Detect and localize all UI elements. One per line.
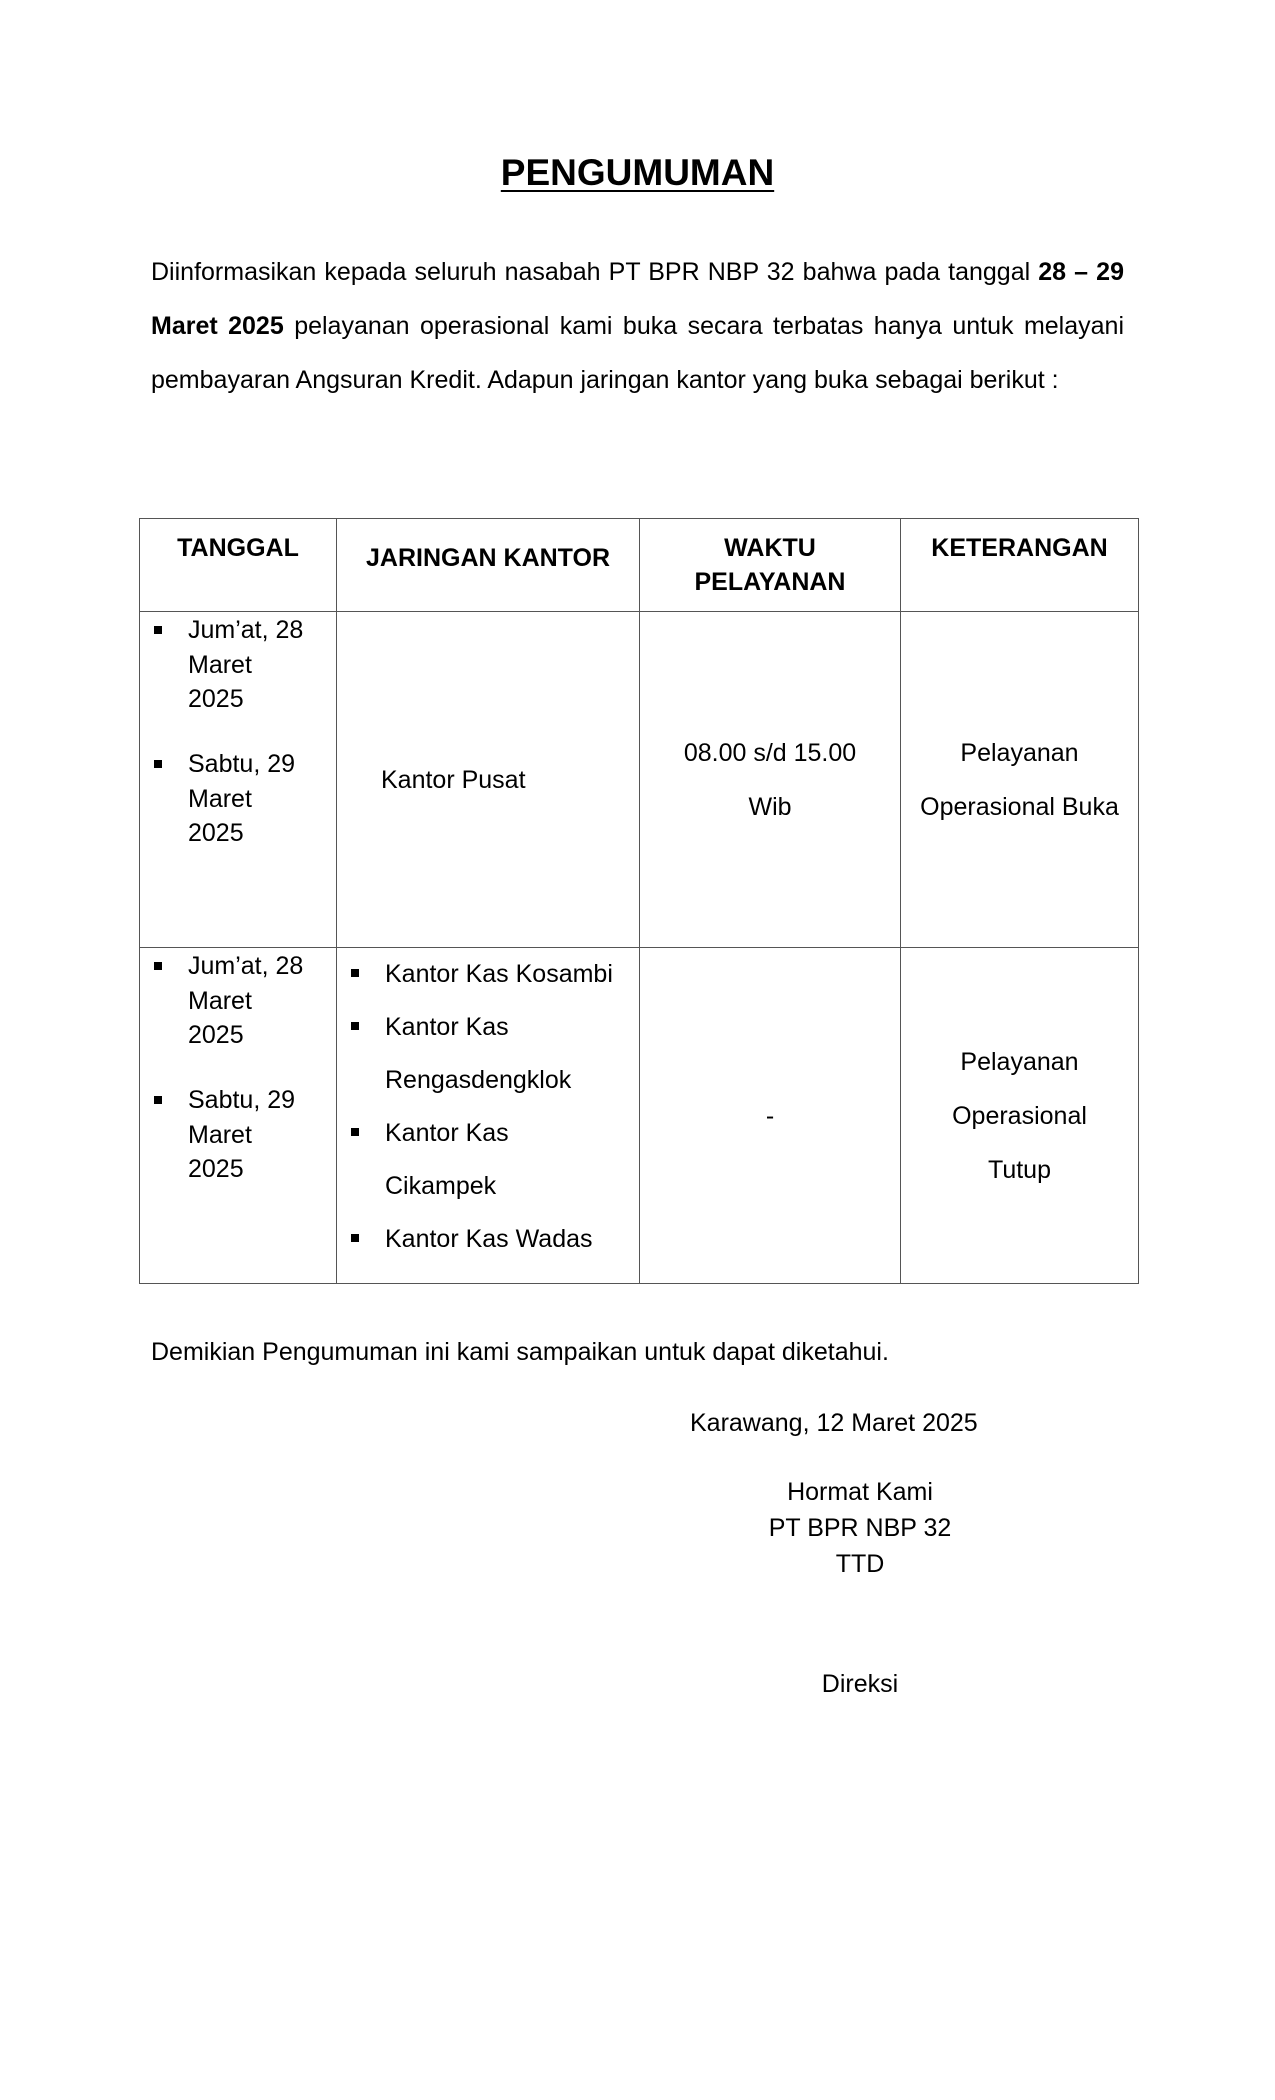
date-line: 2025 (188, 685, 244, 713)
intro-text-after: pelayanan operasional kami buka secara terbatas hanya untuk melayani pembayaran Angsuran Kredit. Adapun jaringan kantor yang buka sebagai berikut : (151, 312, 1124, 394)
company-name: PT BPR NBP 32 (768, 1514, 952, 1542)
date-line: Maret (188, 651, 252, 679)
header-waktu-line2: PELAYANAN (694, 568, 846, 596)
date-list (140, 948, 336, 1186)
schedule-table (139, 518, 1139, 1284)
office-name-line2: Cikampek (385, 1172, 497, 1200)
place-date: Karawang, 12 Maret 2025 (690, 1409, 978, 1437)
regards-text: Hormat Kami (787, 1478, 933, 1506)
cell-tanggal (140, 948, 337, 1284)
cell-keterangan (901, 948, 1139, 1284)
office-name: Kantor Kas Wadas (385, 1225, 593, 1253)
cell-jaringan-kantor (337, 612, 640, 948)
closing-text: Demikian Pengumuman ini kami sampaikan untuk dapat diketahui. (151, 1338, 889, 1366)
cell-keterangan (901, 612, 1139, 948)
header-keterangan-label: KETERANGAN (931, 534, 1108, 562)
note-line: Operasional (952, 1101, 1087, 1130)
header-tanggal (140, 519, 337, 612)
date-item (140, 1082, 336, 1186)
date-line: 2025 (188, 1155, 244, 1183)
intro-text-before: Diinformasikan kepada seluruh nasabah PT BPR NBP 32 bahwa pada tanggal (151, 258, 1031, 286)
cell-jaringan-kantor (337, 948, 640, 1284)
office-item (337, 1001, 639, 1107)
header-keterangan (901, 519, 1139, 612)
service-time: - (765, 1101, 775, 1130)
header-waktu-line1: WAKTU (724, 534, 816, 562)
table-header-row (140, 519, 1139, 612)
date-item (140, 948, 336, 1052)
office-name-line2: Rengasdengklok (385, 1066, 572, 1094)
table-row (140, 948, 1139, 1284)
signature-block (720, 1474, 1000, 1582)
date-line: 2025 (188, 819, 244, 847)
date-line: Maret (188, 785, 252, 813)
date-line: Jum’at, 28 (188, 952, 304, 980)
cell-waktu-pelayanan (640, 612, 901, 948)
header-tanggal-label: TANGGAL (177, 534, 299, 562)
page-title: PENGUMUMAN (500, 152, 775, 193)
date-line: Maret (188, 1121, 252, 1149)
service-time: 08.00 s/d 15.00 (683, 738, 857, 767)
ttd-text: TTD (835, 1550, 885, 1578)
note-line: Pelayanan (960, 1047, 1079, 1076)
date-item (140, 746, 336, 850)
service-time-zone: Wib (748, 792, 792, 821)
date-line: Sabtu, 29 (188, 1086, 296, 1114)
office-name: Kantor Pusat (381, 765, 526, 794)
date-line: Sabtu, 29 (188, 750, 296, 778)
cell-waktu-pelayanan (640, 948, 901, 1284)
header-jaringan-kantor (337, 519, 640, 612)
signer-title: Direksi (821, 1670, 899, 1698)
office-item (337, 948, 639, 1001)
office-name: Kantor Kas (385, 1119, 509, 1147)
note-line: Operasional Buka (920, 792, 1119, 821)
header-jaringan-label: JARINGAN KANTOR (366, 544, 610, 572)
office-list (337, 948, 639, 1266)
date-line: 2025 (188, 1021, 244, 1049)
intro-paragraph (151, 245, 1124, 407)
office-item (337, 1213, 639, 1266)
date-line: Maret (188, 987, 252, 1015)
intro-date-range: 28 – 29 Maret 2025 (151, 258, 1124, 340)
date-item (140, 612, 336, 716)
table-row (140, 612, 1139, 948)
office-name: Kantor Kas (385, 1013, 509, 1041)
date-list (140, 612, 336, 850)
header-waktu-pelayanan (640, 519, 901, 612)
office-item (337, 1107, 639, 1213)
note-line: Tutup (987, 1155, 1051, 1184)
note-line: Pelayanan (960, 738, 1079, 767)
office-name: Kantor Kas Kosambi (385, 960, 613, 988)
date-line: Jum’at, 28 (188, 616, 304, 644)
cell-tanggal (140, 612, 337, 948)
